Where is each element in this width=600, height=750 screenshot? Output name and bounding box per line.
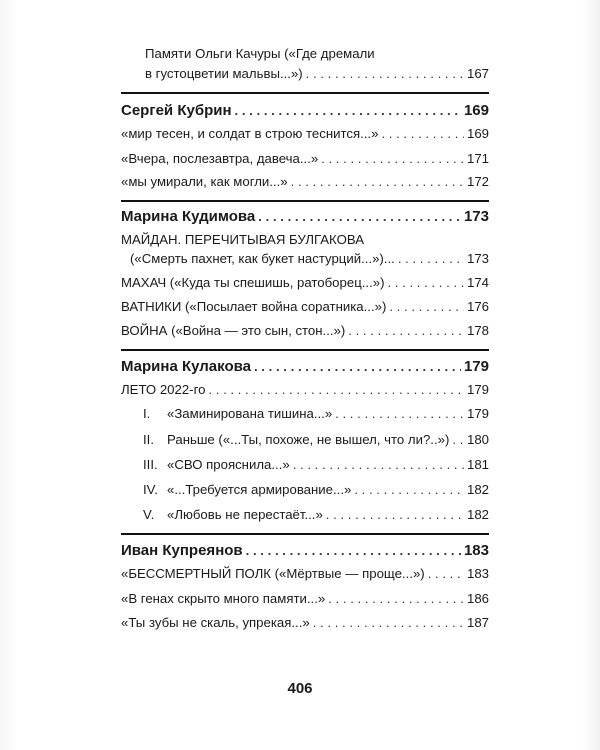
roman-numeral: V. [143, 507, 155, 522]
toc-author-kulakova [121, 358, 489, 376]
toc-author-kupreyanov [121, 542, 489, 560]
dot-leader [313, 615, 464, 631]
author-name: Иван Купреянов [121, 542, 243, 559]
roman-numeral: IV. [143, 482, 158, 497]
toc-entry-k1 [121, 126, 489, 142]
entry-title [143, 457, 290, 473]
toc-entry-k2 [121, 151, 489, 167]
dot-leader [293, 457, 464, 473]
toc-entry-kd2 [121, 275, 489, 291]
entry-page: 181 [466, 457, 489, 472]
section-divider [121, 200, 489, 202]
toc-entry-kl5 [143, 507, 489, 523]
dot-leader [398, 251, 464, 267]
entry-page: 182 [466, 482, 489, 497]
entry-page: 187 [466, 615, 489, 630]
dot-leader [208, 382, 464, 398]
entry-page: 173 [466, 251, 489, 266]
entry-title: ЛЕТО 2022-го [121, 382, 206, 397]
toc-entry-ku2 [121, 591, 489, 607]
entry-page: 179 [466, 382, 489, 397]
roman-numeral: I. [143, 406, 151, 421]
entry-title: МАХАЧ («Куда ты спешишь, ратоборец...») [121, 275, 385, 290]
entry-title: «мы умирали, как могли...» [121, 174, 288, 189]
dot-leader [235, 102, 461, 120]
dot-leader [246, 542, 461, 560]
dot-leader [452, 432, 464, 448]
entry-page: 171 [466, 151, 489, 166]
entry-title [143, 507, 323, 523]
entry-title [143, 406, 332, 422]
dot-leader [321, 151, 464, 167]
entry-page: 174 [466, 275, 489, 290]
section-divider [121, 349, 489, 351]
toc-entry-kd1 [130, 251, 489, 267]
entry-text: «Любовь не перестаёт...» [167, 507, 323, 522]
dot-leader [389, 299, 464, 315]
entry-title: «БЕССМЕРТНЫЙ ПОЛК («Мёртвые — проще...») [121, 566, 425, 581]
entry-page: 180 [466, 432, 489, 447]
dot-leader [354, 482, 464, 498]
dot-leader [258, 208, 461, 226]
roman-numeral: II. [143, 432, 154, 447]
dot-leader [291, 174, 464, 190]
toc-entry-olga-line2 [145, 66, 489, 82]
author-page: 169 [463, 102, 489, 119]
toc-entry-ku3 [121, 615, 489, 631]
entry-page: 178 [466, 323, 489, 338]
toc-entry-ku1 [121, 566, 489, 582]
toc-author-kudimova [121, 208, 489, 226]
roman-numeral: III. [143, 457, 158, 472]
author-page: 183 [463, 542, 489, 559]
dot-leader [381, 126, 464, 142]
entry-title: («Смерть пахнет, как букет настурций...»)... [130, 251, 395, 266]
entry-title: «В генах скрыто много памяти...» [121, 591, 326, 606]
author-name: Марина Кудимова [121, 208, 256, 225]
toc-subheading-maidan: МАЙДАН. ПЕРЕЧИТЫВАЯ БУЛГАКОВА [121, 232, 364, 247]
dot-leader [254, 358, 461, 376]
toc-entry-kd3 [121, 299, 489, 315]
entry-text: «СВО прояснила...» [167, 457, 290, 472]
section-divider [121, 92, 489, 94]
page-number: 406 [287, 680, 313, 697]
toc-entry-olga-line1: Памяти Ольги Качуры («Где дремали [145, 46, 375, 61]
author-name: Марина Кулакова [121, 358, 251, 375]
dot-leader [348, 323, 464, 339]
entry-page: 167 [466, 66, 489, 81]
dot-leader [326, 507, 464, 523]
dot-leader [335, 406, 464, 422]
entry-page: 169 [466, 126, 489, 141]
toc-entry-kl1 [143, 406, 489, 422]
toc-author-kubrin [121, 102, 489, 120]
entry-page: 186 [466, 591, 489, 606]
toc-entry-kl3 [143, 457, 489, 473]
toc-entry-kl4 [143, 482, 489, 498]
entry-title: «мир тесен, и солдат в строю теснится...» [121, 126, 379, 141]
dot-leader [387, 275, 464, 291]
entry-text: Раньше («...Ты, похоже, не вышел, что ли?..») [167, 432, 450, 447]
entry-title [143, 482, 351, 498]
toc-entry-kl2 [143, 432, 489, 448]
toc-entry-leto [121, 382, 489, 398]
entry-title [143, 432, 449, 448]
entry-title: в густоцветии мальвы...») [145, 66, 303, 81]
toc-entry-k3 [121, 174, 489, 190]
dot-leader [306, 66, 464, 82]
entry-title: «Вчера, послезавтра, давеча...» [121, 151, 319, 166]
entry-page: 176 [466, 299, 489, 314]
entry-page: 172 [466, 174, 489, 189]
toc-entry-kd4 [121, 323, 489, 339]
section-divider [121, 533, 489, 535]
entry-page: 183 [466, 566, 489, 581]
author-name: Сергей Кубрин [121, 102, 232, 119]
entry-text: «Заминирована тишина...» [167, 406, 333, 421]
entry-title: ВАТНИКИ («Посылает война соратника...») [121, 299, 387, 314]
author-page: 179 [463, 358, 489, 375]
author-page: 173 [463, 208, 489, 225]
entry-text: «...Требуется армирование...» [167, 482, 352, 497]
entry-page: 179 [466, 406, 489, 421]
dot-leader [428, 566, 464, 582]
dot-leader [328, 591, 464, 607]
entry-title: ВОЙНА («Война — это сын, стон...») [121, 323, 346, 338]
entry-page: 182 [466, 507, 489, 522]
entry-title: «Ты зубы не скаль, упрекая...» [121, 615, 310, 630]
